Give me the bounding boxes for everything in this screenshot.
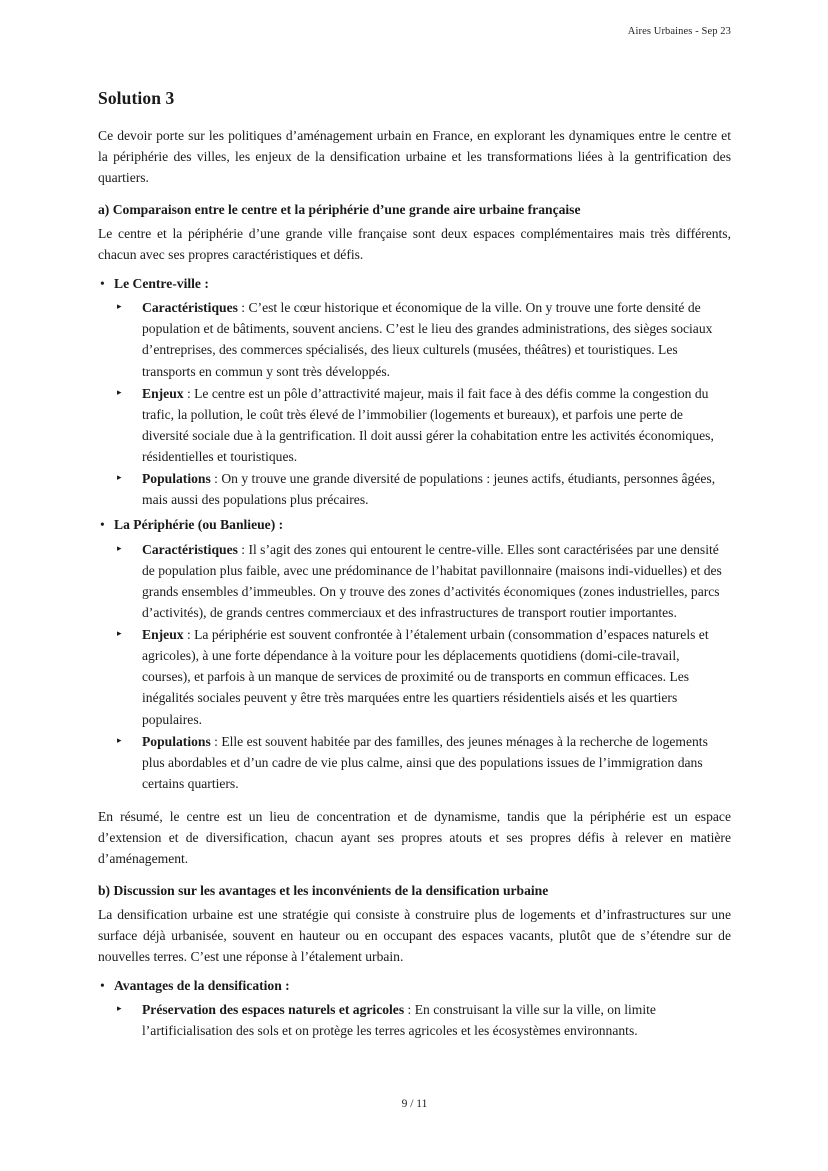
section-a-heading: a) Comparaison entre le centre et la périphérie d’une grande aire urbaine française bbox=[98, 202, 581, 218]
bullet-icon: • bbox=[100, 517, 105, 533]
triangle-bullet-icon: ▸ bbox=[117, 734, 122, 745]
list-item bbox=[98, 975, 731, 1041]
term-separator: : bbox=[404, 1002, 415, 1018]
sub-item-body bbox=[142, 300, 712, 378]
group-label: Le Centre-ville : bbox=[114, 276, 209, 292]
sub-item-body bbox=[142, 627, 709, 727]
triangle-bullet-icon: ▸ bbox=[117, 542, 122, 553]
sub-list bbox=[114, 539, 731, 795]
sub-item-body bbox=[142, 1002, 656, 1038]
triangle-bullet-icon: ▸ bbox=[117, 301, 122, 312]
running-head: Aires Urbaines - Sep 23 bbox=[627, 26, 731, 37]
list-item bbox=[114, 731, 731, 794]
document-body bbox=[98, 88, 731, 1046]
term-text: C’est le cœur historique et économique de la ville. On y trouve une forte densité de population et de bâtiments, souvent anciens. C’est le lieu des grandes administrations, des sièges sociaux d’entreprises, des commerces spécialisés, des lieux culturels (musées, théâtres) et touristiques. Les transports en commun y sont très développés. bbox=[142, 300, 713, 379]
section-a-list bbox=[98, 273, 731, 794]
term-separator: : bbox=[183, 385, 195, 401]
term-label: Populations bbox=[142, 471, 211, 487]
group-label: Avantages de la densification : bbox=[114, 978, 290, 994]
triangle-bullet-icon: ▸ bbox=[117, 472, 122, 483]
term-separator: : bbox=[210, 733, 222, 749]
intro-paragraph: Ce devoir porte sur les politiques d’aménagement urbain en France, en explorant les dynamiques entre le centre et la périphérie des villes, les enjeux de la densification urbaine et les transformations liées à la gentrification des quartiers. bbox=[98, 128, 731, 186]
sub-item-body bbox=[142, 542, 722, 620]
term-separator: : bbox=[183, 627, 195, 643]
section-b-lead: La densification urbaine est une stratégie qui consiste à construire plus de logements et d’infrastructures sur une surface déjà urbanisée, souvent en hauteur ou en occupant des espaces vacants, plutôt que de s’étendre sur de nouvelles terres. C’est une réponse à l’étalement urbain. bbox=[98, 906, 731, 965]
sub-item-body bbox=[142, 386, 714, 464]
section-a-lead: Le centre et la périphérie d’une grande ville française sont deux espaces complémentaires mais très différents, chacun avec ses propres caractéristiques et défis. bbox=[98, 225, 731, 262]
sub-item-body bbox=[142, 471, 715, 507]
list-item bbox=[98, 514, 731, 794]
section-b-heading: b) Discussion sur les avantages et les inconvénients de la densification urbaine bbox=[98, 883, 549, 899]
term-text: La périphérie est souvent confrontée à l’étalement urbain (consommation d’espaces naturels et agricoles), à une forte dépendance à la voiture pour les déplacements quotidiens (domi-cile-travail, courses), et parfois à un manque de services de proximité ou de transports en commun efficaces. Les inégalités sociales peuvent y être très marquées entre les quartiers résidentiels aisés et les quartiers populaires. bbox=[142, 627, 709, 727]
term-text: On y trouve une grande diversité de populations : jeunes actifs, étudiants, personnes âgées, mais aussi des populations plus précaires. bbox=[142, 471, 716, 508]
list-item bbox=[114, 999, 731, 1041]
page-title: Solution 3 bbox=[98, 88, 175, 108]
sub-item-body bbox=[142, 734, 708, 791]
group-label: La Périphérie (ou Banlieue) : bbox=[114, 517, 284, 533]
list-item bbox=[114, 383, 731, 468]
bullet-icon: • bbox=[100, 276, 105, 292]
term-text: Elle est souvent habitée par des familles, des jeunes ménages à la recherche de logements plus abordables et d’un cadre de vie plus calme, ainsi que des populations issues de l’immigration dans certains quartiers. bbox=[142, 733, 708, 791]
term-label: Caractéristiques bbox=[142, 300, 238, 316]
list-item bbox=[114, 624, 731, 730]
term-text: Il s’agit des zones qui entourent le centre-ville. Elles sont caractérisées par une densité de population plus faible, avec une prédominance de l’habitat pavillonnaire (maisons indi-viduelles) et des grands ensembles d’immeubles. On y trouve des zones d’activités économiques (zones industrielles, parcs d’activités), de grands centres commerciaux et des infrastructures de transport routier importantes. bbox=[142, 541, 722, 620]
term-label: Enjeux bbox=[142, 385, 184, 401]
term-text: Le centre est un pôle d’attractivité majeur, mais il fait face à des défis comme la congestion du trafic, la pollution, le coût très élevé de l’immobilier (logements et bureaux), et parfois une perte de diversité sociale due à la gentrification. Il doit aussi gérer la cohabitation entre les activités économiques, résidentielles et touristiques. bbox=[142, 385, 714, 465]
list-item bbox=[114, 297, 731, 382]
sub-list bbox=[114, 297, 731, 510]
term-separator: : bbox=[237, 541, 249, 557]
term-label: Préservation des espaces naturels et agricoles bbox=[142, 1002, 405, 1018]
list-item bbox=[114, 468, 731, 510]
section-a-summary: En résumé, le centre est un lieu de concentration et de dynamisme, tandis que la périphérie est un espace d’extension et de diversification, chacun ayant ses propres atouts et ses propres défis à relever en matière d’aménagement. bbox=[98, 809, 731, 867]
term-label: Enjeux bbox=[142, 627, 184, 643]
term-label: Populations bbox=[142, 733, 211, 749]
page-footer: 9 / 11 bbox=[401, 1098, 428, 1110]
term-label: Caractéristiques bbox=[142, 541, 238, 557]
list-item bbox=[114, 539, 731, 624]
term-separator: : bbox=[237, 300, 249, 316]
term-text: En construisant la ville sur la ville, on limite l’artificialisation des sols et on protège les terres agricoles et les écosystèmes environnants. bbox=[142, 1002, 656, 1039]
triangle-bullet-icon: ▸ bbox=[117, 1003, 122, 1014]
sub-list bbox=[114, 999, 731, 1041]
triangle-bullet-icon: ▸ bbox=[117, 386, 122, 397]
bullet-icon: • bbox=[100, 978, 105, 994]
triangle-bullet-icon: ▸ bbox=[117, 628, 122, 639]
section-b-list bbox=[98, 975, 731, 1041]
list-item bbox=[98, 273, 731, 510]
term-separator: : bbox=[210, 471, 222, 487]
